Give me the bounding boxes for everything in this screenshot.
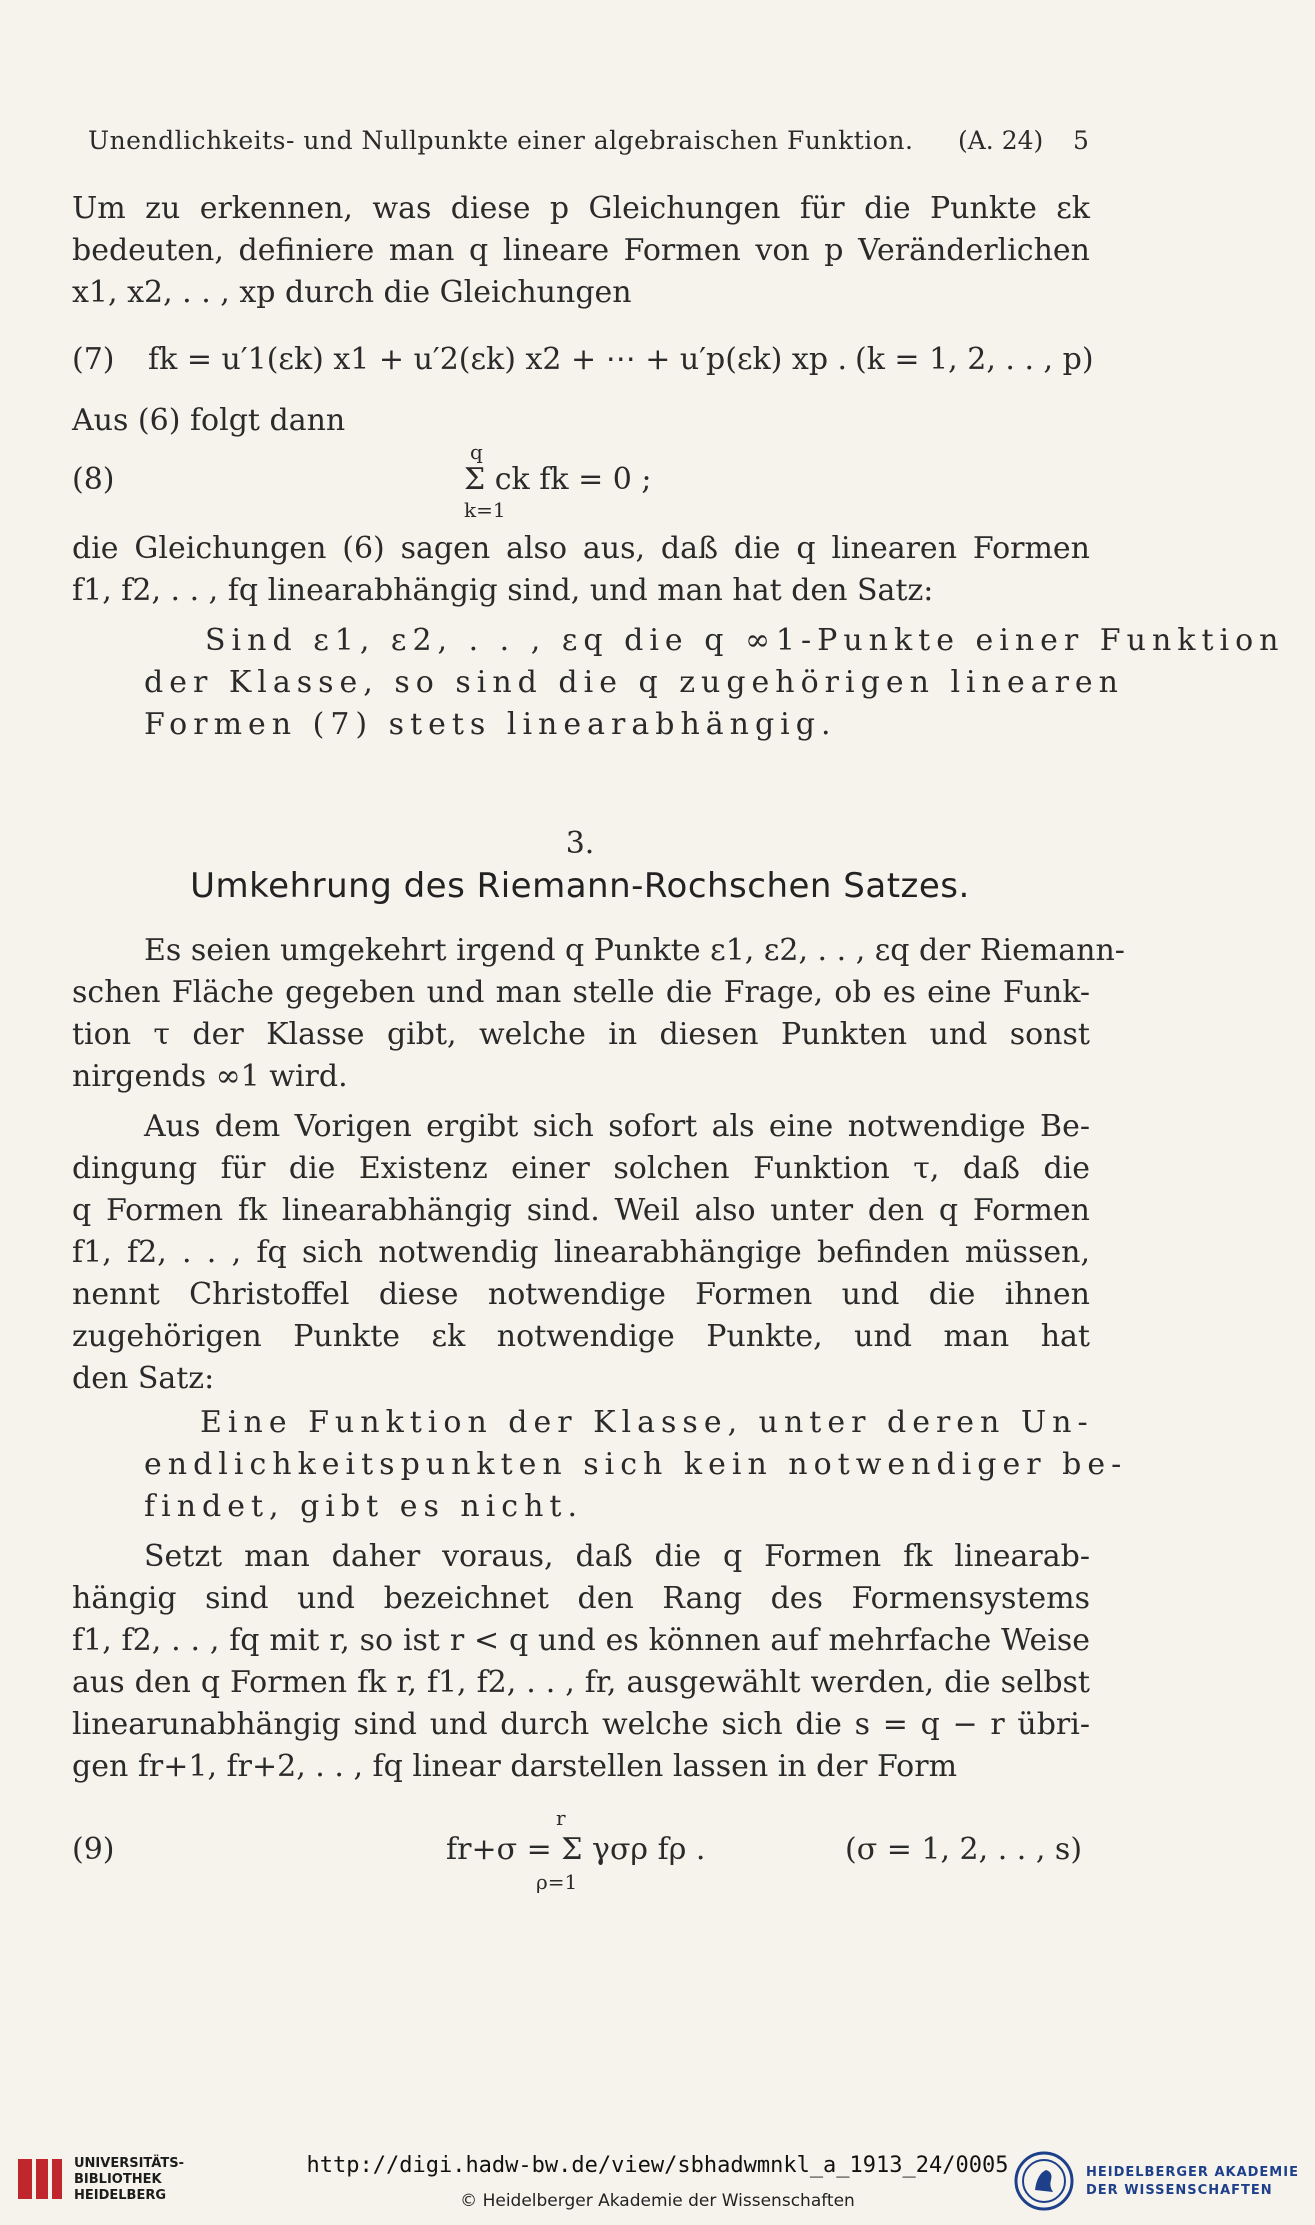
theorem-line: Sind ε1, ε2, . . , εq die q ∞1-Punkte einer Funktion xyxy=(205,623,1285,658)
logo-text-line: HEIDELBERGER AKADEMIE xyxy=(1086,2165,1299,2180)
text-line: x1, x2, . . , xp durch die Gleichungen xyxy=(72,275,632,310)
permalink[interactable]: http://digi.hadw-bw.de/view/sbhadwmnkl_a_1913_24/0005 xyxy=(306,2153,1009,2178)
logo-text-line: DER WISSENSCHAFTEN xyxy=(1086,2183,1273,2198)
running-header-ref: (A. 24) xyxy=(958,126,1044,155)
equation-number: (9) xyxy=(72,1832,115,1867)
text-line: schen Fläche gegeben und man stelle die Frage, ob es eine Funk- xyxy=(72,975,1090,1010)
theorem-line: findet, gibt es nicht. xyxy=(144,1489,584,1524)
copyright-notice: © Heidelberger Akademie der Wissenschaften xyxy=(460,2191,855,2211)
theorem-line: endlichkeitspunkten sich kein notwendiger be- xyxy=(144,1447,1128,1482)
text-line: die Gleichungen (6) sagen also aus, daß die q linearen Formen xyxy=(72,531,1090,566)
equation-range: (k = 1, 2, . . , p) xyxy=(855,342,1094,377)
theorem-line: Eine Funktion der Klasse, unter deren Un- xyxy=(200,1405,1094,1440)
text-line: tion τ der Klasse gibt, welche in diesen Punkten und sonst xyxy=(72,1017,1090,1052)
text-line: f1, f2, . . , fq mit r, so ist r < q und es können auf mehrfache Weise xyxy=(72,1623,1090,1658)
text-line: zugehörigen Punkte εk notwendige Punkte, und man hat xyxy=(72,1319,1090,1354)
equation-number: (7) xyxy=(72,342,115,377)
text-line: bedeuten, definiere man q lineare Formen von p Veränderlichen xyxy=(72,233,1090,268)
equation-9: fr+σ = Σ γσρ fρ . xyxy=(446,1832,706,1867)
text-line: Setzt man daher voraus, daß die q Formen fk linearab- xyxy=(144,1539,1090,1574)
section-title: Umkehrung des Riemann-Rochschen Satzes. xyxy=(190,866,970,906)
text-line: Aus dem Vorigen ergibt sich sofort als eine notwendige Be- xyxy=(144,1109,1090,1144)
theorem-line: der Klasse, so sind die q zugehörigen linearen xyxy=(144,665,1125,700)
text-line: dingung für die Existenz einer solchen Funktion τ, daß die xyxy=(72,1151,1090,1186)
text-line: nirgends ∞1 wird. xyxy=(72,1059,348,1094)
equation-range: (σ = 1, 2, . . , s) xyxy=(845,1832,1083,1867)
logo-text-line: BIBLIOTHEK xyxy=(74,2172,162,2187)
sum-upper-limit: q xyxy=(470,440,483,464)
equation-7: fk = u′1(εk) x1 + u′2(εk) x2 + ⋯ + u′p(εk) xp . xyxy=(148,342,848,377)
text-line: den Satz: xyxy=(72,1361,215,1396)
sum-lower-limit: k=1 xyxy=(464,498,506,522)
logo-text-line: HEIDELBERG xyxy=(74,2188,167,2203)
text-line: hängig sind und bezeichnet den Rang des Formensystems xyxy=(72,1581,1090,1616)
equation-number: (8) xyxy=(72,462,115,497)
academy-logo-text xyxy=(1086,2164,1299,2200)
text-line: Aus (6) folgt dann xyxy=(72,403,346,438)
section-number: 3. xyxy=(565,826,595,861)
text-line: aus den q Formen fk r, f1, f2, . . , fr, ausgewählt werden, die selbst xyxy=(72,1665,1090,1700)
sum-lower-limit: ρ=1 xyxy=(536,1870,578,1894)
logo-text-line: UNIVERSITÄTS- xyxy=(74,2156,184,2171)
text-line: gen fr+1, fr+2, . . , fq linear darstellen lassen in der Form xyxy=(72,1749,958,1784)
academy-seal-icon xyxy=(1013,2150,1075,2212)
text-line: nennt Christoffel diese notwendige Formen und die ihnen xyxy=(72,1277,1090,1312)
equation-8: Σ ck fk = 0 ; xyxy=(464,462,652,497)
sum-upper-limit: r xyxy=(556,1806,566,1830)
text-line: q Formen fk linearabhängig sind. Weil also unter den q Formen xyxy=(72,1193,1090,1228)
page-number: 5 xyxy=(1073,126,1089,155)
theorem-line: Formen (7) stets linearabhängig. xyxy=(144,707,837,742)
text-line: linearunabhängig sind und durch welche sich die s = q − r übri- xyxy=(72,1707,1090,1742)
text-line: Es seien umgekehrt irgend q Punkte ε1, ε2, . . , εq der Riemann- xyxy=(144,933,1125,968)
text-line: f1, f2, . . , fq sich notwendig linearabhängige befinden müssen, xyxy=(72,1235,1090,1270)
running-header-title: Unendlichkeits- und Nullpunkte einer algebraischen Funktion. xyxy=(88,126,914,155)
text-line: f1, f2, . . , fq linearabhängig sind, und man hat den Satz: xyxy=(72,573,934,608)
text-line: Um zu erkennen, was diese p Gleichungen für die Punkte εk xyxy=(72,191,1090,226)
